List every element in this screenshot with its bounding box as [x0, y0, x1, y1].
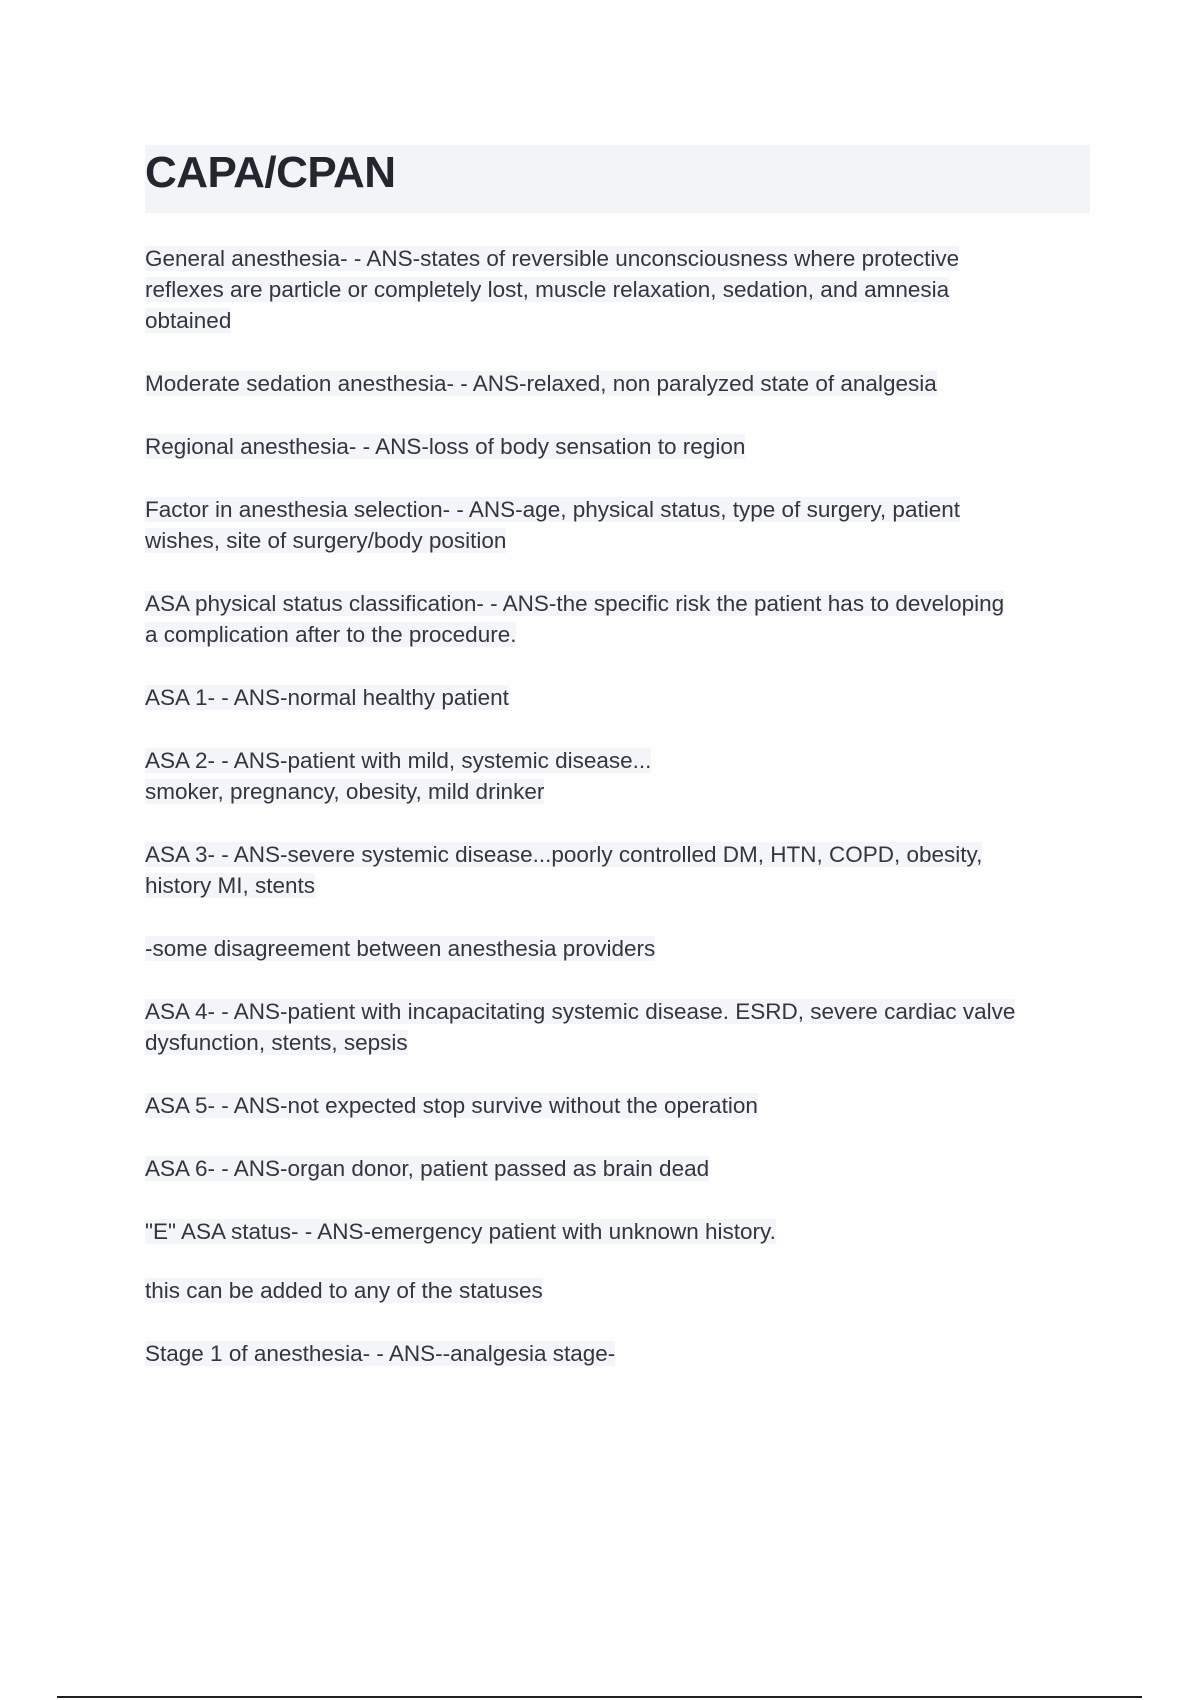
entry-asa-5 — [145, 1090, 1095, 1121]
entry-asa-4 — [145, 996, 1095, 1058]
entry-asa-classification — [145, 588, 1095, 650]
entry-general-anesthesia — [145, 243, 1095, 336]
entry-line: ASA 1- - ANS-normal healthy patient — [145, 685, 509, 710]
entry-line: obtained — [145, 308, 232, 333]
page-bottom-rule — [57, 1696, 1142, 1698]
entry-line: Stage 1 of anesthesia- - ANS--analgesia stage- — [145, 1341, 616, 1366]
entry-asa-6 — [145, 1153, 1095, 1184]
document-body — [145, 243, 1095, 1401]
entry-anesthesia-selection — [145, 494, 1095, 556]
entry-line: this can be added to any of the statuses — [145, 1278, 543, 1303]
entry-line: ASA 2- - ANS-patient with mild, systemic disease... — [145, 748, 652, 773]
entry-regional-anesthesia — [145, 431, 1095, 462]
entry-moderate-sedation — [145, 368, 1095, 399]
entry-line: ASA physical status classification- - ANS-the specific risk the patient has to developing — [145, 591, 1005, 616]
entry-line: Regional anesthesia- - ANS-loss of body sensation to region — [145, 434, 746, 459]
entry-line: a complication after to the procedure. — [145, 622, 517, 647]
entry-asa-2 — [145, 745, 1095, 807]
entry-line: ASA 3- - ANS-severe systemic disease...poorly controlled DM, HTN, COPD, obesity, — [145, 842, 983, 867]
entry-line: General anesthesia- - ANS-states of reversible unconsciousness where protective — [145, 246, 960, 271]
entry-line: "E" ASA status- - ANS-emergency patient with unknown history. — [145, 1219, 776, 1244]
page-title: CAPA/CPAN — [145, 148, 396, 197]
entry-line: ASA 6- - ANS-organ donor, patient passed as brain dead — [145, 1156, 710, 1181]
entry-line: history MI, stents — [145, 873, 316, 898]
entry-line: -some disagreement between anesthesia providers — [145, 936, 656, 961]
entry-line: ASA 5- - ANS-not expected stop survive without the operation — [145, 1093, 758, 1118]
entry-line: reflexes are particle or completely lost, muscle relaxation, sedation, and amnesia — [145, 277, 950, 302]
entry-stage-1 — [145, 1338, 1095, 1369]
entry-disagreement-note — [145, 933, 1095, 964]
entry-line: dysfunction, stents, sepsis — [145, 1030, 408, 1055]
entry-e-status-note — [145, 1275, 1095, 1306]
entry-line: smoker, pregnancy, obesity, mild drinker — [145, 779, 545, 804]
entry-line: Factor in anesthesia selection- - ANS-age, physical status, type of surgery, patient — [145, 497, 960, 522]
entry-e-status — [145, 1216, 1095, 1247]
entry-asa-3 — [145, 839, 1095, 901]
entry-line: Moderate sedation anesthesia- - ANS-relaxed, non paralyzed state of analgesia — [145, 371, 937, 396]
entry-asa-1 — [145, 682, 1095, 713]
entry-line: ASA 4- - ANS-patient with incapacitating systemic disease. ESRD, severe cardiac valve — [145, 999, 1016, 1024]
entry-line: wishes, site of surgery/body position — [145, 528, 507, 553]
